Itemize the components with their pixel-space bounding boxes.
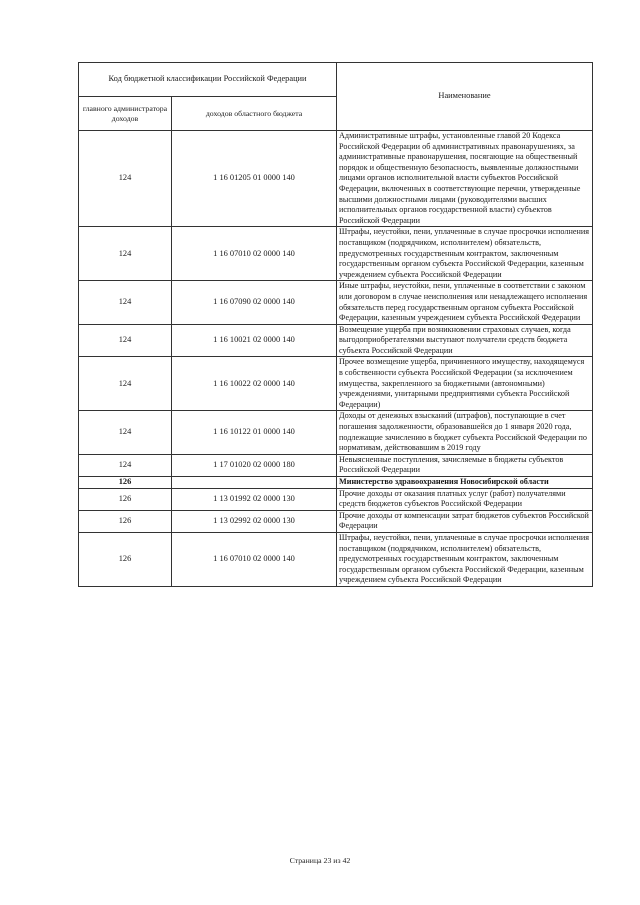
table-row xyxy=(79,227,593,281)
name-cell: Невыясненные поступления, зачисляемые в бюджеты субъектов Российской Федерации xyxy=(337,454,593,476)
table-row xyxy=(79,510,593,532)
table-row xyxy=(79,411,593,454)
income-code-cell xyxy=(172,477,337,489)
header-chief-administrator: главного администратора доходов xyxy=(79,97,172,131)
admin-code-cell: 124 xyxy=(79,357,172,411)
admin-code-cell: 124 xyxy=(79,227,172,281)
header-name: Наименование xyxy=(337,63,593,131)
admin-code-cell: 126 xyxy=(79,477,172,489)
admin-code-cell: 126 xyxy=(79,532,172,586)
admin-code-cell: 124 xyxy=(79,324,172,357)
name-cell: Иные штрафы, неустойки, пени, уплаченные в соответствии с законом или договором в случае неисполнения или ненадлежащего исполнения обязательств перед государственным органом субъекта Российской Федерации, казенным учреждением субъекта Российской Федерации xyxy=(337,281,593,324)
income-code-cell: 1 16 10022 02 0000 140 xyxy=(172,357,337,411)
income-code-cell: 1 16 07010 02 0000 140 xyxy=(172,227,337,281)
table-row xyxy=(79,281,593,324)
name-cell: Министерство здравоохранения Новосибирской области xyxy=(337,477,593,489)
income-code-cell: 1 16 10122 01 0000 140 xyxy=(172,411,337,454)
table-row xyxy=(79,488,593,510)
table-header xyxy=(79,63,593,131)
name-cell: Доходы от денежных взысканий (штрафов), поступающие в счет погашения задолженности, образовавшейся до 1 января 2020 года, подлежащие зачислению в бюджет субъекта Российской Федерации по нормативам, действовавшим в 2019 году xyxy=(337,411,593,454)
income-code-cell: 1 17 01020 02 0000 180 xyxy=(172,454,337,476)
table-row xyxy=(79,454,593,476)
name-cell: Прочие доходы от компенсации затрат бюджетов субъектов Российской Федерации xyxy=(337,510,593,532)
income-code-cell: 1 13 02992 02 0000 130 xyxy=(172,510,337,532)
name-cell: Штрафы, неустойки, пени, уплаченные в случае просрочки исполнения поставщиком (подрядчиком, исполнителем) обязательств, предусмотренных государственным контрактом, заключенным государственным органом субъекта Российской Федерации, казенным учреждением субъекта Российской Федерации xyxy=(337,227,593,281)
name-cell: Прочие доходы от оказания платных услуг (работ) получателями средств бюджетов субъектов Российской Федерации xyxy=(337,488,593,510)
name-cell: Возмещение ущерба при возникновении страховых случаев, когда выгодоприобретателями выступают получатели средств бюджета субъекта Российской Федерации xyxy=(337,324,593,357)
admin-code-cell: 124 xyxy=(79,131,172,227)
table-body xyxy=(79,131,593,587)
income-code-cell: 1 16 01205 01 0000 140 xyxy=(172,131,337,227)
income-code-cell: 1 16 07010 02 0000 140 xyxy=(172,532,337,586)
table-row xyxy=(79,324,593,357)
income-code-cell: 1 16 10021 02 0000 140 xyxy=(172,324,337,357)
table-row xyxy=(79,477,593,489)
header-classification-code: Код бюджетной классификации Российской Федерации xyxy=(79,63,337,97)
name-cell: Прочее возмещение ущерба, причиненного имуществу, находящемуся в собственности субъекта Российской Федерации (за исключением имущества, закрепленного за бюджетными (автономными) учреждениями, унитарными предприятиями субъекта Российской Федерации) xyxy=(337,357,593,411)
admin-code-cell: 126 xyxy=(79,510,172,532)
table-row xyxy=(79,131,593,227)
admin-code-cell: 124 xyxy=(79,281,172,324)
income-code-cell: 1 13 01992 02 0000 130 xyxy=(172,488,337,510)
page-number: Страница 23 из 42 xyxy=(289,856,351,865)
name-cell: Штрафы, неустойки, пени, уплаченные в случае просрочки исполнения поставщиком (подрядчиком, исполнителем) обязательств, предусмотренных государственным контрактом, заключенным государственным органом субъекта Российской Федерации, казенным учреждением субъекта Российской Федерации xyxy=(337,532,593,586)
admin-code-cell: 124 xyxy=(79,411,172,454)
income-code-cell: 1 16 07090 02 0000 140 xyxy=(172,281,337,324)
name-cell: Административные штрафы, установленные главой 20 Кодекса Российской Федерации об административных правонарушениях, за административные правонарушения, посягающие на общественный порядок и общественную безопасность, выявленные должностными лицами органов исполнительной власти субъектов Российской Федерации, включенных в соответствующие перечни, утвержденные высшими должностными лицами (руководителями высших исполнительных органов государственной власти) субъектов Российской Федерации xyxy=(337,131,593,227)
budget-classification-table xyxy=(78,62,593,587)
header-regional-budget-income: доходов областного бюджета xyxy=(172,97,337,131)
table-row xyxy=(79,357,593,411)
admin-code-cell: 124 xyxy=(79,454,172,476)
table-row xyxy=(79,532,593,586)
admin-code-cell: 126 xyxy=(79,488,172,510)
